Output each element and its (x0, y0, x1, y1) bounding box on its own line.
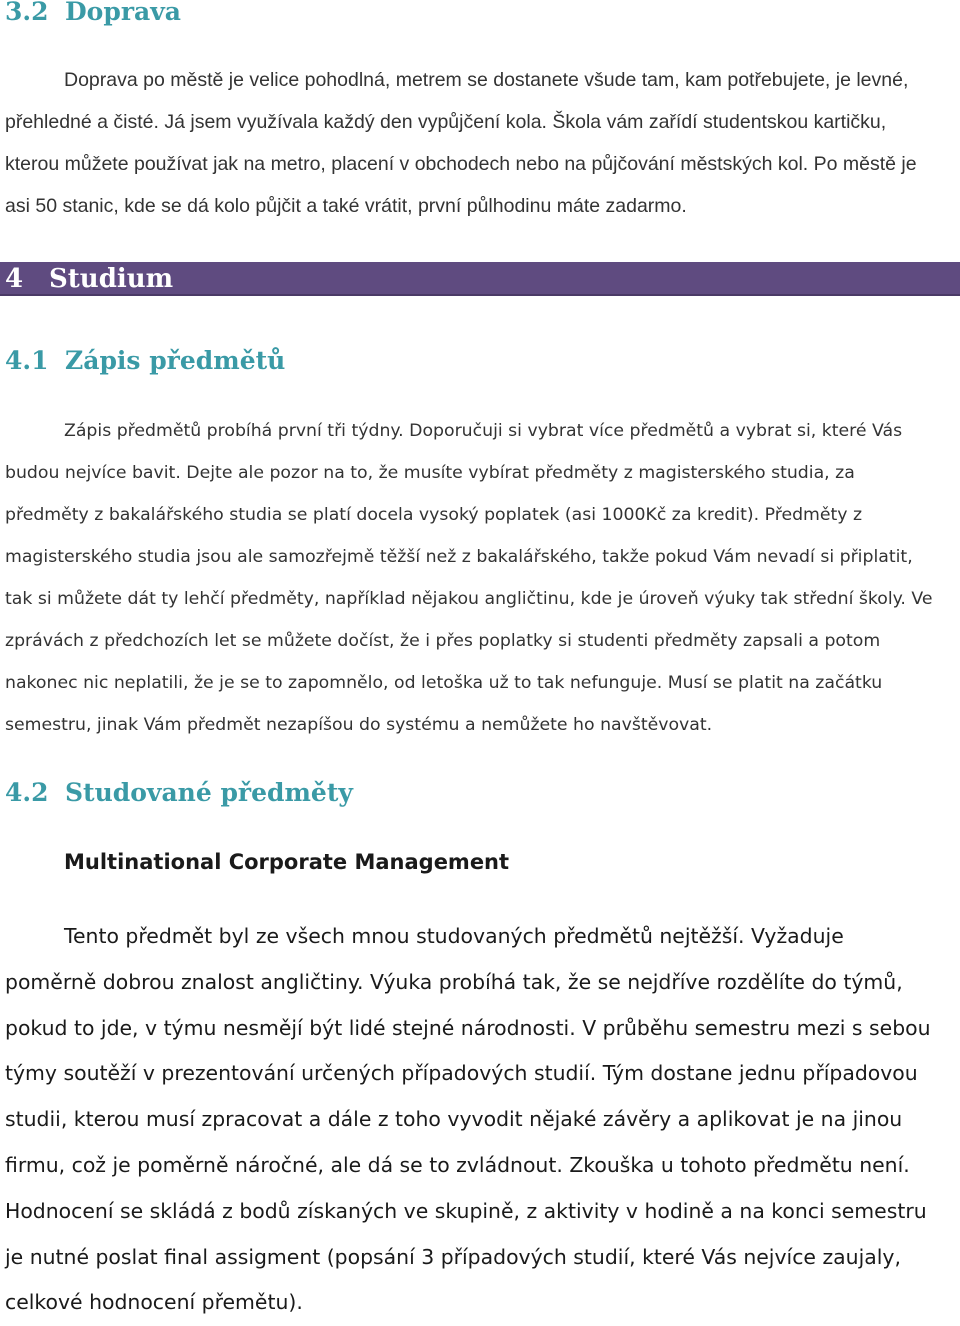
section-number: 4.1 (5, 346, 49, 375)
section-heading-studovane-predmety (5, 778, 353, 807)
section-heading-doprava (5, 0, 181, 26)
section-number: 4.2 (5, 778, 49, 807)
chapter-banner (0, 262, 960, 296)
section-title: Studované předměty (65, 778, 353, 807)
section-number: 3.2 (5, 0, 49, 26)
section-title: Zápis předmětů (65, 346, 286, 375)
section-heading-zapis-predmetu (5, 346, 285, 375)
paragraph-doprava: Doprava po městě je velice pohodlná, metrem se dostanete všude tam, kam potřebujete, je levné, přehledné a čisté. Já jsem využívala každý den vypůjčení kola. Škola vám zařídí studentskou kartičku, kterou můžete používat jak na metro, placení v obchodech nebo na půjčování městských kol. Po městě je asi 50 stanic, kde se dá kolo půjčit a také vrátit, první půlhodinu máte zadarmo. (5, 69, 917, 217)
chapter-title: Studium (49, 264, 174, 294)
paragraph-zapis-predmetu: Zápis předmětů probíhá první tři týdny. Doporučuji si vybrat více předmětů a vybrat si, které Vás budou nejvíce bavit. Dejte ale pozor na to, že musíte vybírat předměty z magisterského studia, za předměty z bakalářského studia se platí docela vysoký poplatek (asi 1000Kč za kredit). Předměty z magisterského studia jsou ale samozřejmě těžší než z bakalářského, takže pokud Vám nevadí si připlatit, tak si můžete dát ty lehčí předměty, například nějakou angličtinu, kde je úroveň výuky tak střední školy. Ve zprávách z předchozích let se můžete dočíst, že i přes poplatky si studenti předměty zapsali a potom nakonec nic neplatili, že je se to zapomnělo, od letoška už to tak nefunguje. Musí se platit na začátku semestru, jinak Vám předmět nezapíšou do systému a nemůžete ho navštěvovat. (5, 421, 933, 735)
paragraph-course-description: Tento předmět byl ze všech mnou studovaných předmětů nejtěžší. Vyžaduje poměrně dobrou znalost angličtiny. Výuka probíhá tak, že se nejdříve rozdělíte do týmů, pokud to jde, v týmu nesmějí být lidé stejné národnosti. V průběhu semestru mezi s sebou týmy soutěží v prezentování určených případových studií. Tým dostane jednu případovou studii, kterou musí zpracovat a dále z toho vyvodit nějaké závěry a aplikovat je na jinou firmu, což je poměrně náročné, ale dá se to zvládnout. Zkouška u tohoto předmětu není. Hodnocení se skládá z bodů získaných ve skupině, z aktivity v hodině a na konci semestru je nutné poslat final assigment (popsání 3 případových studií, které Vás nejvíce zaujaly, celkové hodnocení přemětu). (5, 924, 931, 1315)
chapter-heading-studium (5, 262, 173, 296)
chapter-number: 4 (5, 264, 24, 294)
section-title: Doprava (65, 0, 181, 26)
subheading-course-name: Multinational Corporate Management (64, 850, 510, 874)
